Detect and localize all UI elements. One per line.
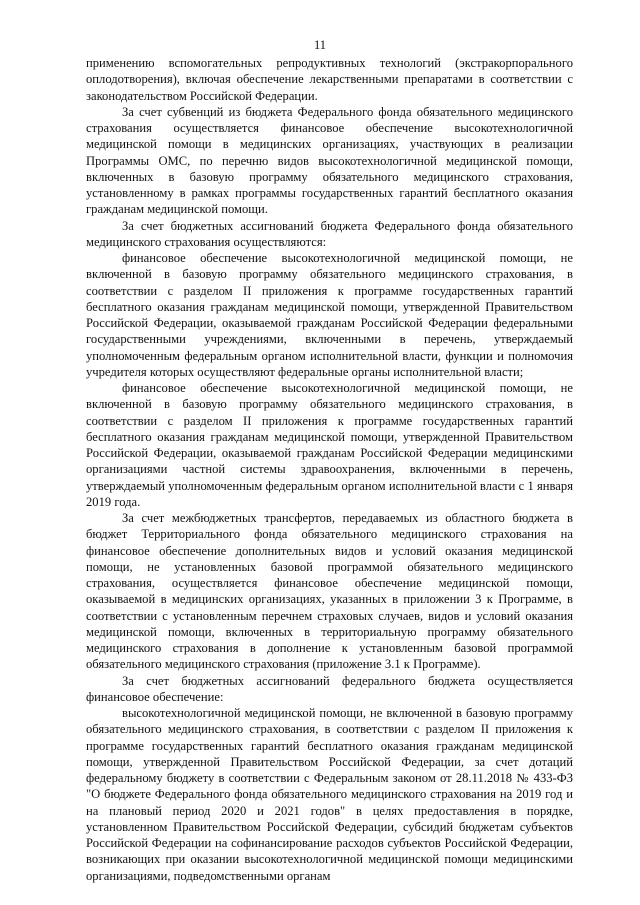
paragraph-federal-fund-allocations: За счет бюджетных ассигнований бюджета Федерального фонда обязательного медицинского страхования осуществляются: [86, 218, 573, 249]
page-number: 11 [313, 38, 327, 52]
paragraph-htmp-subsidies: высокотехнологичной медицинской помощи, не включенной в базовую программу обязательного медицинского страхования, в соответствии с разделом II приложения к программе государственных гарантий бесплатного оказания гражданам медицинской помощи, утвержденной Правительством Российской Федерации, за счет дотаций федеральному бюджету в соответствии с Федеральным законом от 28.11.2018 № 433-ФЗ "О бюджете Федерального фонда обязательного медицинского страхования на 2019 год и на плановый период 2020 и 2021 годов" в целях предоставления в порядке, установленном Правительством Российской Федерации, субсидий бюджетам субъектов Российской Федерации на софинансирование расходов субъектов Российской Федерации, возникающих при оказании высокотехнологичной медицинской помощи медицинскими организациями, подведомственными органам [86, 706, 573, 883]
paragraph-private-organizations-htmp: финансовое обеспечение высокотехнологичной медицинской помощи, не включенной в базовую программу обязательного медицинского страхования, в соответствии с разделом II приложения к программе государственных гарантий бесплатного оказания гражданам медицинской помощи, утвержденной Правительством Российской Федерации, оказываемой гражданам Российской Федерации медицинскими организациями частной системы здравоохранения, включенными в перечень, утверждаемый уполномоченным федеральным органом исполнительной власти с 1 января 2019 года. [86, 381, 573, 509]
paragraph-interbudget-transfers: За счет межбюджетных трансфертов, передаваемых из областного бюджета в бюджет Территориального фонда обязательного медицинского страхования на финансовое обеспечение дополнительных видов и условий оказания медицинской помощи, не установленных базовой программой обязательного медицинского страхования, осуществляется финансовое обеспечение медицинской помощи, оказываемой в медицинских организациях, указанных в приложении 3 к Программе, в соответствии с установленным перечнем страховых случаев, видов и условий оказания медицинской помощи, включенных в территориальную программу обязательного медицинского страхования в дополнение к установленным базовой программой обязательного медицинского страхования (приложение 3.1 к Программе). [86, 511, 573, 672]
paragraph-subventions-htmp: За счет субвенций из бюджета Федерального фонда обязательного медицинского страхования осуществляется финансовое обеспечение высокотехнологичной медицинской помощи в медицинских организациях, участвующих в реализации Программы ОМС, по перечню видов высокотехнологичной медицинской помощи, включенных в базовую программу обязательного медицинского страхования, установленному в рамках программы государственных гарантий бесплатного оказания гражданам медицинской помощи. [86, 104, 573, 217]
paragraph-federal-institutions-htmp: финансовое обеспечение высокотехнологичной медицинской помощи, не включенной в базовую программу обязательного медицинского страхования, в соответствии с разделом II приложения к программе государственных гарантий бесплатного оказания гражданам медицинской помощи, утвержденной Правительством Российской Федерации, оказываемой гражданам Российской Федерации федеральными государственными учреждениями, включенными в перечень, утверждаемый уполномоченным федеральным органом исполнительной власти, функции и полномочия учредителя которых осуществляют федеральные органы исполнительной власти; [86, 251, 573, 379]
paragraph-art-continuation: применению вспомогательных репродуктивных технологий (экстракорпорального оплодотворения), включая обеспечение лекарственными препаратами в соответствии с законодательством Российской Федерации. [86, 56, 573, 103]
document-body [86, 55, 573, 884]
paragraph-federal-budget-allocations: За счет бюджетных ассигнований федерального бюджета осуществляется финансовое обеспечение: [86, 673, 573, 704]
